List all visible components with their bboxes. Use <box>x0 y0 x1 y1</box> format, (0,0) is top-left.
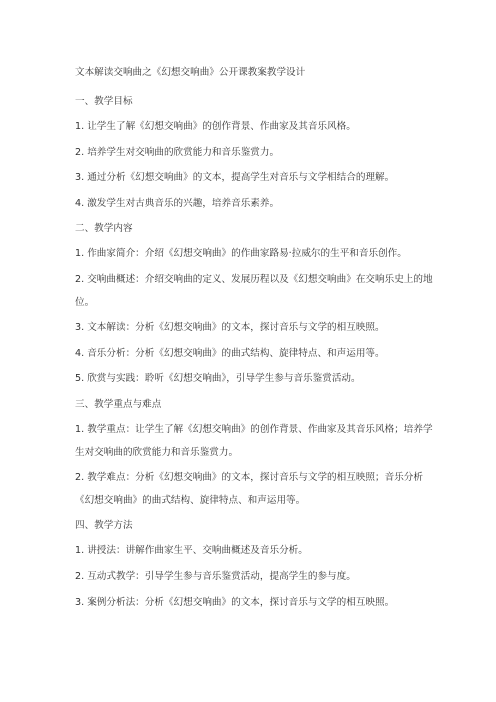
list-item: 3. 案例分析法：分析《幻想交响曲》的文本，探讨音乐与文学的相互映照。 <box>75 596 395 608</box>
list-item: 3. 通过分析《幻想交响曲》的文本，提高学生对音乐与文学相结合的理解。 <box>75 172 395 184</box>
document-body <box>75 66 435 621</box>
section-heading: 三、教学重点与难点 <box>75 398 162 410</box>
list-item: 4. 音乐分析：分析《幻想交响曲》的曲式结构、旋律特点、和声运用等。 <box>75 347 385 359</box>
section-teaching-content <box>75 222 435 391</box>
list-item: 1. 讲授法：讲解作曲家生平、交响曲概述及音乐分析。 <box>75 545 308 557</box>
section-heading: 二、教学内容 <box>75 223 133 235</box>
list-item: 1. 让学生了解《幻想交响曲》的创作背景、作曲家及其音乐风格。 <box>75 121 356 132</box>
list-item: 5. 欣赏与实践：聆听《幻想交响曲》，引导学生参与音乐鉴赏活动。 <box>75 373 361 385</box>
list-item: 4. 激发学生对古典音乐的兴趣，培养音乐素养。 <box>75 197 280 209</box>
list-item: 2. 互动式教学：引导学生参与音乐鉴赏活动，提高学生的参与度。 <box>75 570 356 582</box>
section-heading: 一、教学目标 <box>75 96 133 107</box>
list-item: 2. 交响曲概述：介绍交响曲的定义、发展历程以及《幻想交响曲》在交响乐史上的地位。 <box>75 273 433 308</box>
list-item: 2. 教学难点：分析《幻想交响曲》的文本，探讨音乐与文学的相互映照；音乐分析《幻想交响曲》的曲式结构、旋律特点、和声运用等。 <box>75 472 423 506</box>
list-item: 1. 教学重点：让学生了解《幻想交响曲》的创作背景、作曲家及其音乐风格；培养学生对交响曲的欣赏能力和音乐鉴赏力。 <box>75 423 433 458</box>
list-item: 1. 作曲家简介：介绍《幻想交响曲》的作曲家路易·拉威尔的生平和音乐创作。 <box>75 248 407 260</box>
section-key-points-and-difficulties <box>75 398 435 512</box>
list-item: 2. 培养学生对交响曲的欣赏能力和音乐鉴赏力。 <box>75 146 280 158</box>
document-title: 文本解读交响曲之《幻想交响曲》公开课教案教学设计 <box>75 67 306 78</box>
section-teaching-methods <box>75 519 435 614</box>
section-teaching-objectives <box>75 95 435 215</box>
list-item: 3. 文本解读：分析《幻想交响曲》的文本，探讨音乐与文学的相互映照。 <box>75 322 385 334</box>
section-heading: 四、教学方法 <box>75 520 133 532</box>
